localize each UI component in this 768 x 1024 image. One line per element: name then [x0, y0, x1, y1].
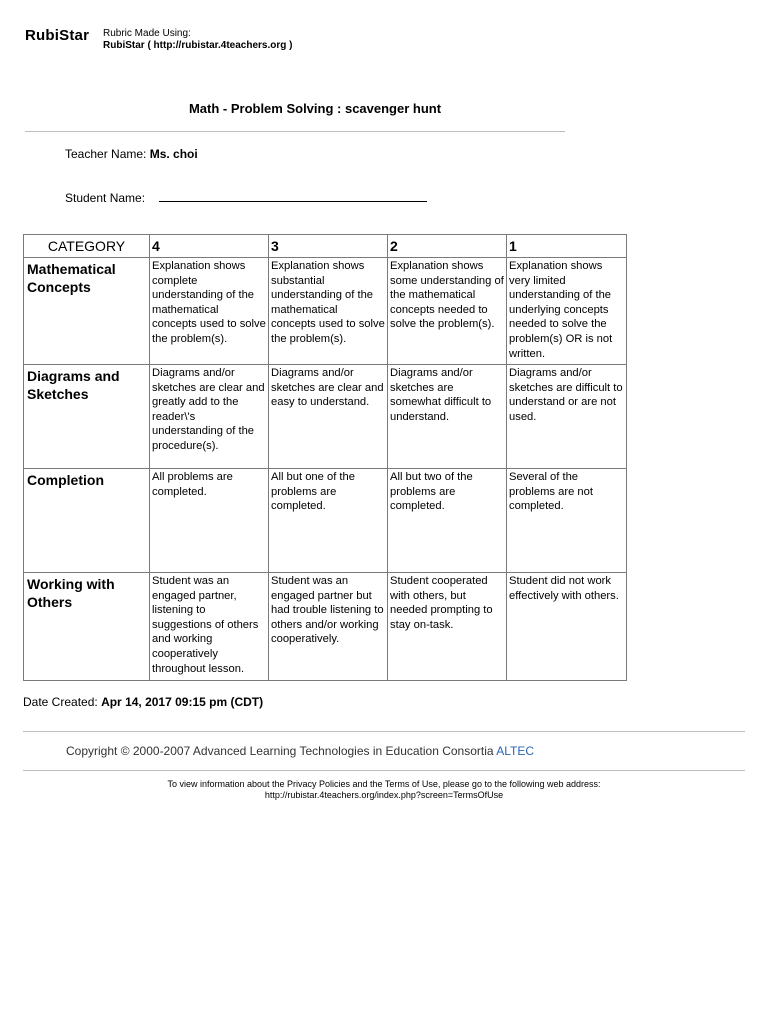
copyright-text: Copyright © 2000-2007 Advanced Learning Technologies in Education Consortia [66, 744, 494, 758]
table-row [24, 365, 627, 469]
brand-logo: RubiStar [25, 27, 90, 44]
student-name [65, 189, 427, 205]
table-cell: Diagrams and/or sketches are somewhat difficult to understand. [388, 365, 507, 469]
row-category: Mathematical Concepts [24, 258, 150, 365]
date-value: Apr 14, 2017 09:15 pm (CDT) [101, 695, 264, 709]
table-cell: Explanation shows substantial understanding of the mathematical concepts used to solve the problem(s). [269, 258, 388, 365]
table-cell: Explanation shows very limited understanding of the underlying concepts needed to solve the problem(s) OR is not written. [507, 258, 627, 365]
header-level-2: 2 [388, 235, 507, 258]
privacy-line: To view information about the Privacy Policies and the Terms of Use, please go to the following web address: [167, 779, 601, 789]
table-cell: Explanation shows complete understanding of the mathematical concepts used to solve the problem(s). [150, 258, 269, 365]
header-level-3: 3 [269, 235, 388, 258]
terms-url[interactable]: http://rubistar.4teachers.org/index.php?screen=TermsOfUse [264, 790, 504, 800]
made-using-note [103, 28, 292, 52]
rubistar-link[interactable]: RubiStar ( http://rubistar.4teachers.org ) [103, 40, 293, 51]
date-label: Date Created: [23, 695, 98, 709]
table-row [24, 573, 627, 681]
row-category: Diagrams and Sketches [24, 365, 150, 469]
header-category: CATEGORY [24, 235, 150, 258]
table-cell: Diagrams and/or sketches are clear and easy to understand. [269, 365, 388, 469]
teacher-label: Teacher Name: [65, 147, 147, 161]
teacher-name [65, 147, 198, 161]
table-cell: Student was an engaged partner, listening to suggestions of others and working cooperatively throughout lesson. [150, 573, 269, 681]
table-cell: Diagrams and/or sketches are clear and greatly add to the reader\'s understanding of the procedure(s). [150, 365, 269, 469]
copyright [66, 744, 534, 758]
table-cell: All but two of the problems are completed. [388, 469, 507, 573]
table-cell: Student was an engaged partner but had trouble listening to others and/or working cooperatively. [269, 573, 388, 681]
row-category: Working with Others [24, 573, 150, 681]
header-level-1: 1 [507, 235, 627, 258]
table-cell: All problems are completed. [150, 469, 269, 573]
table-cell: Diagrams and/or sketches are difficult to understand or are not used. [507, 365, 627, 469]
table-cell: All but one of the problems are completed. [269, 469, 388, 573]
table-cell: Student did not work effectively with others. [507, 573, 627, 681]
student-label: Student Name: [65, 191, 146, 205]
made-using-label: Rubric Made Using: [103, 28, 191, 39]
rubric-header-row [24, 235, 627, 258]
teacher-value: Ms. choi [149, 147, 198, 161]
table-cell: Several of the problems are not completed. [507, 469, 627, 573]
page-title: Math - Problem Solving : scavenger hunt [188, 101, 442, 116]
student-name-blank [159, 189, 427, 202]
date-created [23, 695, 263, 709]
divider [23, 770, 745, 771]
header-level-4: 4 [150, 235, 269, 258]
divider [25, 131, 565, 132]
divider [23, 731, 745, 732]
table-row [24, 469, 627, 573]
row-category: Completion [24, 469, 150, 573]
altec-link[interactable]: ALTEC [496, 744, 535, 758]
table-cell: Student cooperated with others, but needed prompting to stay on-task. [388, 573, 507, 681]
privacy-note [0, 779, 768, 801]
table-row [24, 258, 627, 365]
table-cell: Explanation shows some understanding of the mathematical concepts needed to solve the problem(s). [388, 258, 507, 365]
rubric-table [23, 234, 627, 681]
